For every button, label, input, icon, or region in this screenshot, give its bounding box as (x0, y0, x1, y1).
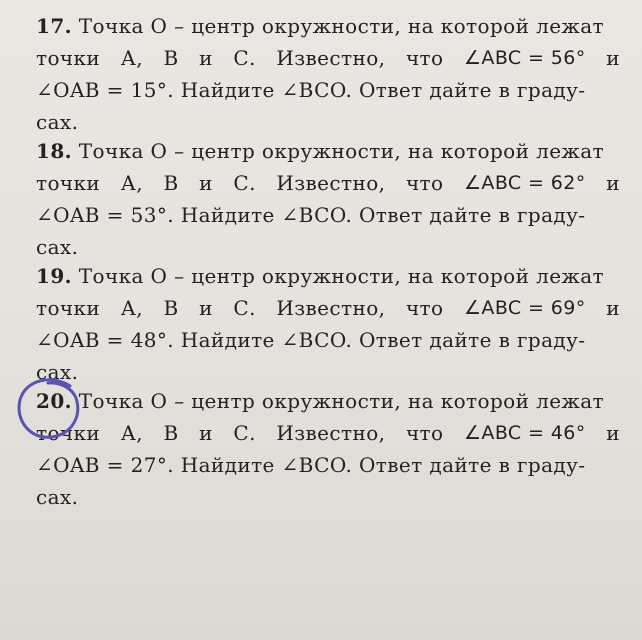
problem-18-line-4: сах. (36, 235, 79, 259)
problem-19-number: 19. (36, 264, 72, 288)
problem-17-line-3: ∠OAB = 15°. Найдите ∠BCO. Ответ дайте в граду- (36, 78, 586, 102)
problem-17-number: 17. (36, 14, 72, 38)
problem-19 (36, 260, 620, 388)
problem-17-word: Известно, (276, 46, 386, 70)
problem-17-angle-abc: ∠ABC = 56° (463, 47, 586, 69)
problem-20-word: В (163, 421, 179, 445)
problem-17 (36, 10, 620, 138)
problem-20-word: точки (36, 421, 101, 445)
problem-17-word: С. (233, 46, 256, 70)
problem-19-angle-abc: ∠ABC = 69° (463, 297, 586, 319)
problem-17-word: что (405, 46, 444, 70)
problem-19-line-1 (36, 260, 620, 292)
problem-18-word: Известно, (276, 171, 386, 195)
problem-18-word: А, (120, 171, 143, 195)
problem-18-number: 18. (36, 139, 72, 163)
problem-17-line-1 (36, 10, 620, 42)
problem-18-word: С. (233, 171, 256, 195)
problem-18-word: точки (36, 171, 101, 195)
problem-17-line-4: сах. (36, 110, 79, 134)
problem-17-word: точки (36, 46, 101, 70)
problem-19-line-2 (36, 292, 620, 324)
problem-18-text-1: Точка О – центр окружности, на которой лежат (78, 139, 605, 163)
problem-20-word: Известно, (276, 421, 386, 445)
problem-19-word: и (606, 296, 620, 320)
problem-17-text-1: Точка О – центр окружности, на которой лежат (78, 14, 605, 38)
problem-18-word: что (405, 171, 444, 195)
problem-18-word: и (606, 171, 620, 195)
problem-19-word: и (199, 296, 213, 320)
problem-18-angle-abc: ∠ABC = 62° (463, 172, 586, 194)
problem-18-word: и (199, 171, 213, 195)
problem-20 (36, 385, 620, 513)
problem-20-word: А, (120, 421, 143, 445)
problem-19-line-3: ∠OAB = 48°. Найдите ∠BCO. Ответ дайте в граду- (36, 328, 586, 352)
problem-18-line-2 (36, 167, 620, 199)
problem-17-line-2 (36, 42, 620, 74)
problem-20-word: что (405, 421, 444, 445)
problem-20-line-4: сах. (36, 485, 79, 509)
problem-20-line-1 (36, 385, 620, 417)
problem-19-line-4: сах. (36, 360, 79, 384)
problem-18-line-1 (36, 135, 620, 167)
problem-20-line-3: ∠OAB = 27°. Найдите ∠BCO. Ответ дайте в граду- (36, 453, 586, 477)
problem-19-word: Известно, (276, 296, 386, 320)
problem-20-word: и (606, 421, 620, 445)
problem-18 (36, 135, 620, 263)
problem-20-angle-abc: ∠ABC = 46° (463, 422, 586, 444)
problem-20-word: С. (233, 421, 256, 445)
problem-20-word: и (199, 421, 213, 445)
problem-17-word: А, (120, 46, 143, 70)
problem-17-word: В (163, 46, 179, 70)
problem-19-text-1: Точка О – центр окружности, на которой лежат (78, 264, 605, 288)
problem-17-word: и (199, 46, 213, 70)
problem-18-word: В (163, 171, 179, 195)
problem-19-word: С. (233, 296, 256, 320)
problem-19-word: что (405, 296, 444, 320)
problem-20-number: 20. (36, 389, 72, 413)
problem-18-line-3: ∠OAB = 53°. Найдите ∠BCO. Ответ дайте в граду- (36, 203, 586, 227)
problem-19-word: А, (120, 296, 143, 320)
problem-20-line-2 (36, 417, 620, 449)
problem-19-word: В (163, 296, 179, 320)
problem-17-word: и (606, 46, 620, 70)
problem-20-text-1: Точка О – центр окружности, на которой лежат (78, 389, 605, 413)
problem-19-word: точки (36, 296, 101, 320)
